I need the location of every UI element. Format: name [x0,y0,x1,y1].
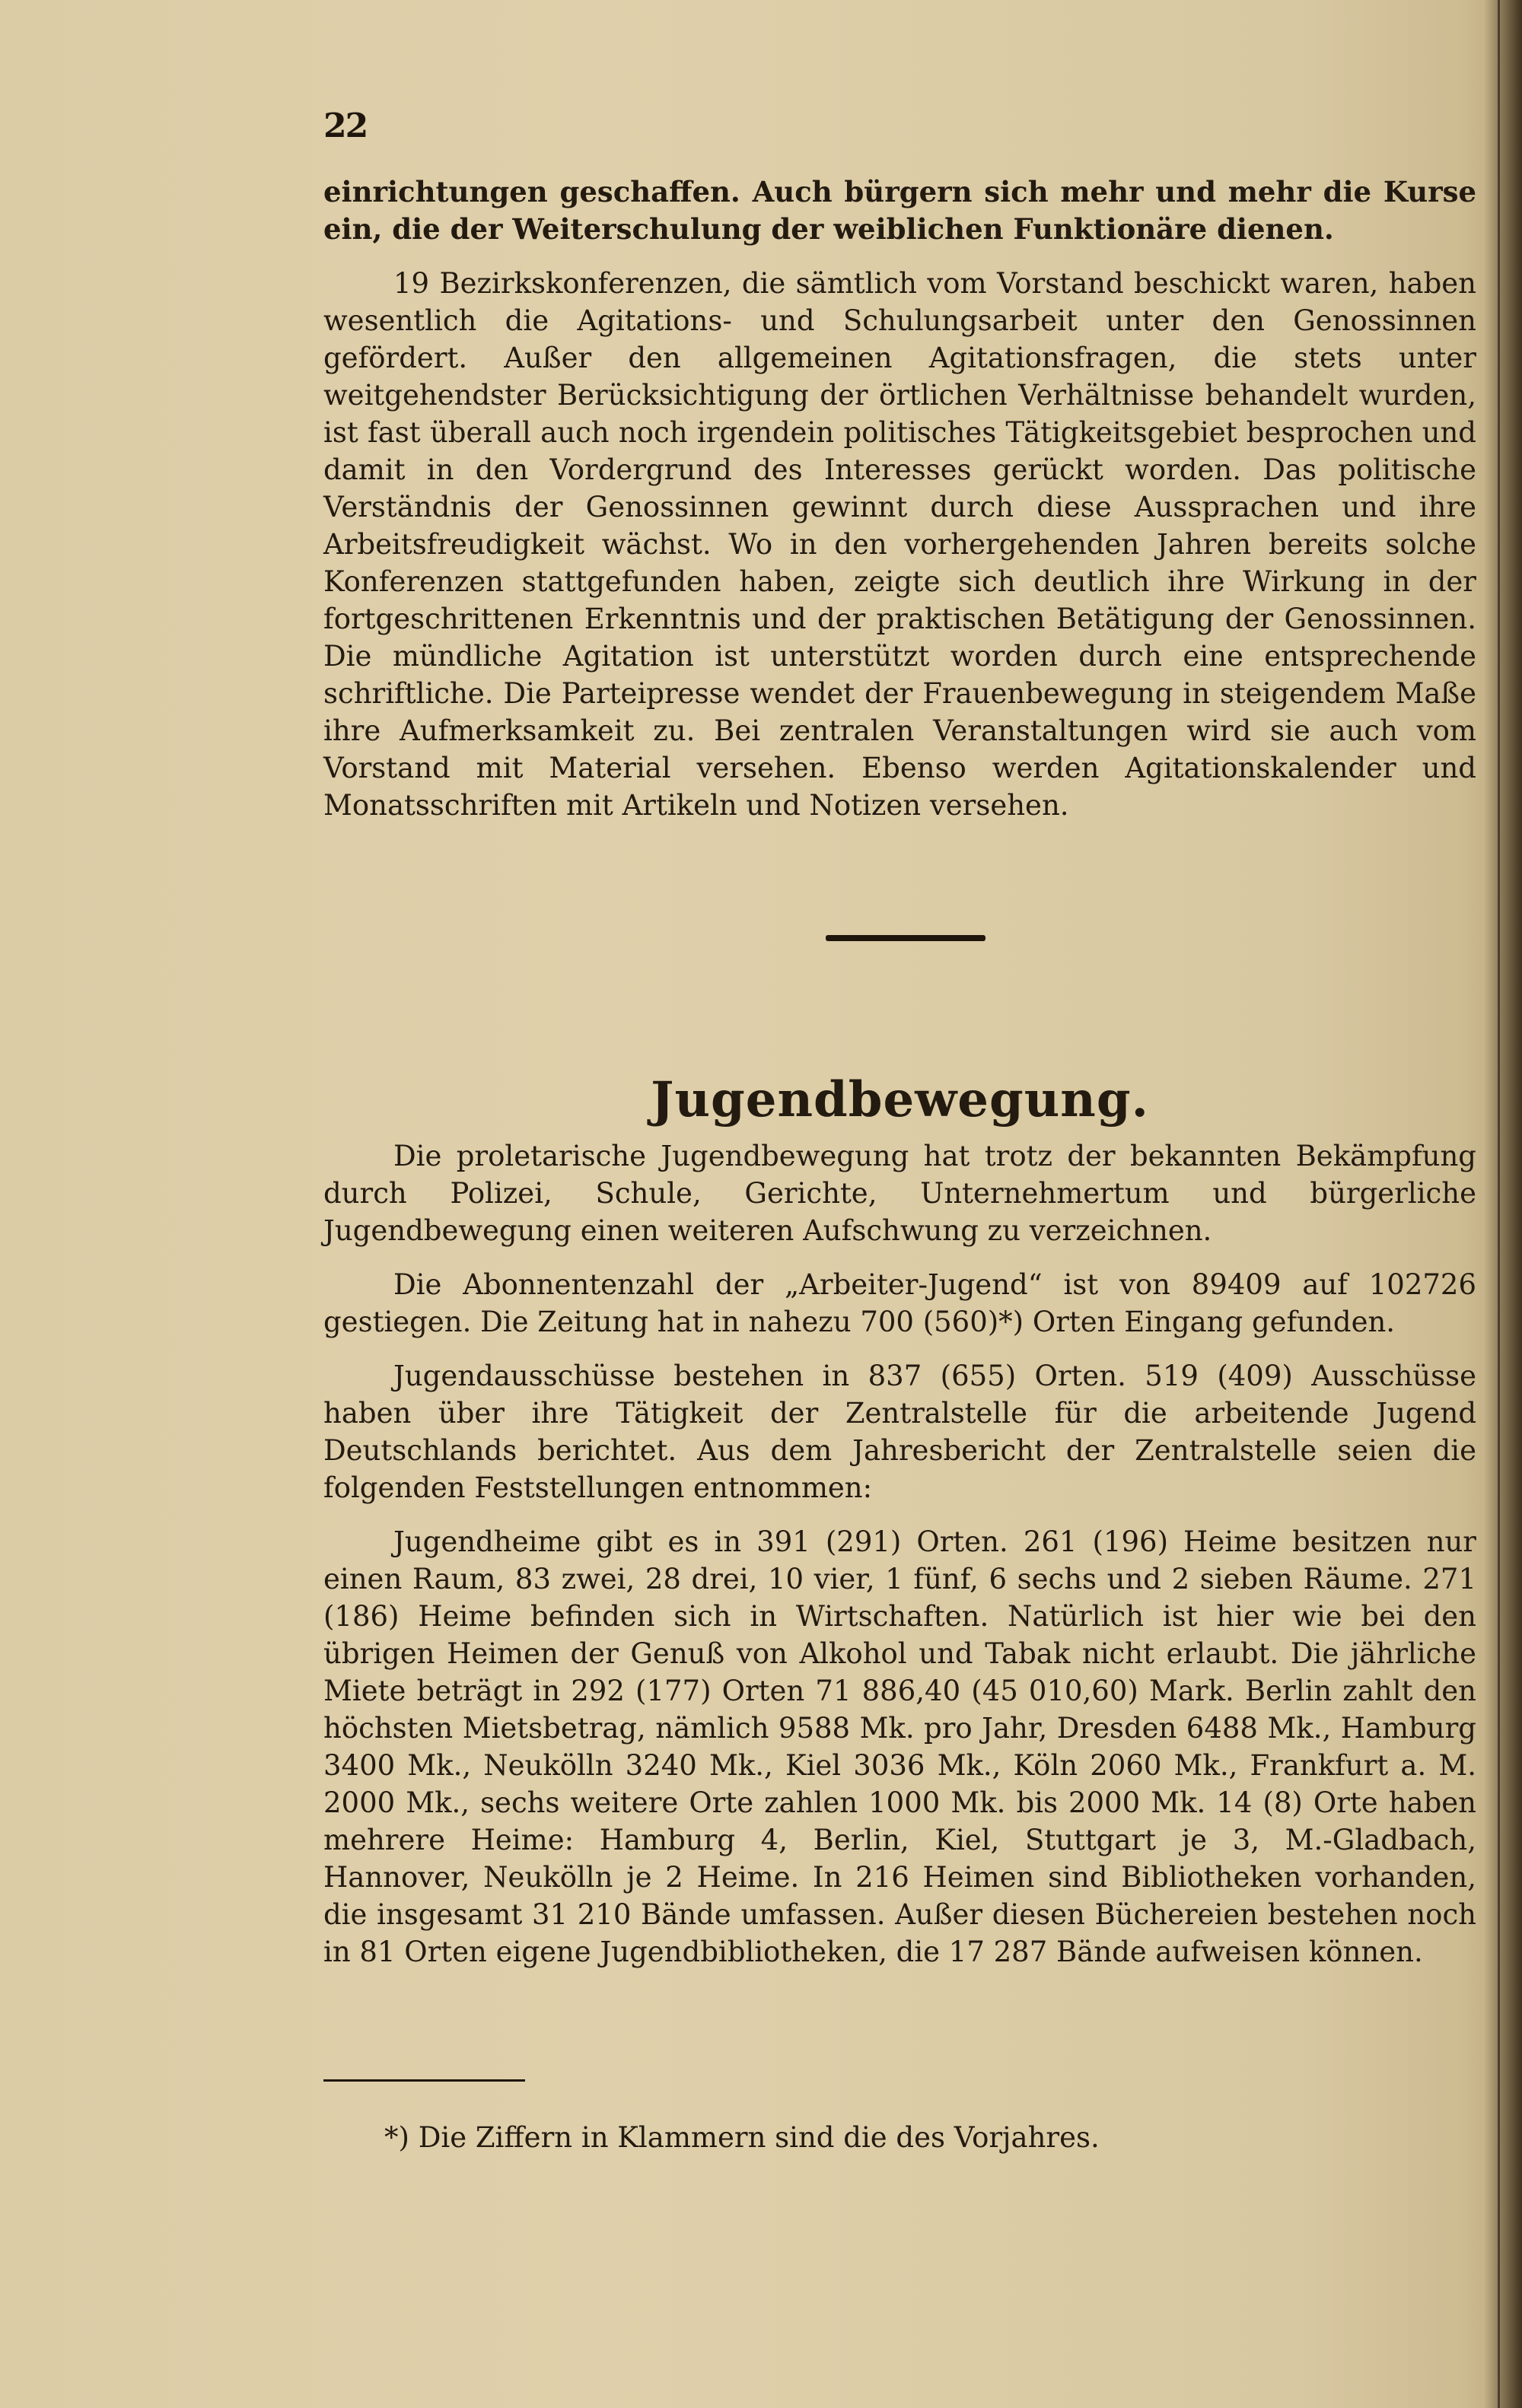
section-divider-rule [826,935,985,941]
paragraph-abonnentenzahl: Die Abonnentenzahl der „Arbeiter-Jugend“ ist von 89409 auf 102726 gestiegen. Die Zeitung hat in nahezu 700 (560)*) Orten Eingang gefunden. [323,1268,1476,1338]
paragraph-bezirkskonferenzen: 19 Bezirkskonferenzen, die sämtlich vom Vorstand beschickt waren, haben wesentlich die Agitations- und Schulungsarbeit unter den Genossinnen gefördert. Außer den allgemeinen Agitationsfragen, die stets unter weitgehendster Berücksichtigung der örtlichen Verhältnisse behandelt wurden, ist fast überall auch noch irgendein politisches Tätigkeitsgebiet besprochen und damit in den Vordergrund des Interesses gerückt worden. Das politische Verständnis der Genossinnen gewinnt durch diese Aussprachen und ihre Arbeitsfreudigkeit wächst. Wo in den vorhergehenden Jahren bereits solche Konferenzen stattgefunden haben, zeigte sich deutlich ihre Wirkung in der fortgeschrittenen Erkenntnis und der praktischen Betätigung der Genossinnen. Die mündliche Agitation ist unterstützt worden durch eine entsprechende schriftliche. Die Parteipresse wendet der Frauenbewegung in steigendem Maße ihre Aufmerksamkeit zu. Bei zentralen Veranstaltungen wird sie auch vom Vorstand mit Material versehen. Ebenso werden Agitationskalender und Monatsschriften mit Artikeln und Notizen versehen. [323,267,1476,822]
paragraph-continuation: einrichtungen geschaffen. Auch bürgern sich mehr und mehr die Kurse ein, die der Weiterschulung der weiblichen Funktionäre dienen. [323,175,1476,246]
book-spine-edge [1498,0,1500,2408]
paragraph-jugendausschuesse: Jugendausschüsse bestehen in 837 (655) Orten. 519 (409) Ausschüsse haben über ihre Tätigkeit der Zentralstelle für die arbeitende Jugend Deutschlands berichtet. Aus dem Jahresbericht der Zentralstelle seien die folgenden Feststellungen entnommen: [323,1360,1476,1504]
section-text-block [323,1137,1476,1987]
paragraph-jugendheime: Jugendheime gibt es in 391 (291) Orten. 261 (196) Heime besitzen nur einen Raum, 83 zwei, 28 drei, 10 vier, 1 fünf, 6 sechs und 2 sieben Räume. 271 (186) Heime befinden sich in Wirtschaften. Natürlich ist hier wie bei den übrigen Heimen der Genuß von Alkohol und Tabak nicht erlaubt. Die jährliche Miete beträgt in 292 (177) Orten 71 886,40 (45 010,60) Mark. Berlin zahlt den höchsten Mietsbetrag, nämlich 9588 Mk. pro Jahr, Dresden 6488 Mk., Hamburg 3400 Mk., Neukölln 3240 Mk., Kiel 3036 Mk., Köln 2060 Mk., Frankfurt a. M. 2000 Mk., sechs weitere Orte zahlen 1000 Mk. bis 2000 Mk. 14 (8) Orte haben mehrere Heime: Hamburg 4, Berlin, Kiel, Stuttgart je 3, M.-Gladbach, Hannover, Neukölln je 2 Heime. In 216 Heimen sind Bibliotheken vorhanden, die insgesamt 31 210 Bände umfassen. Außer diesen Büchereien bestehen noch in 81 Orten eigene Jugendbibliotheken, die 17 287 Bände aufweisen können. [323,1525,1476,1968]
section-heading: Jugendbewegung. [651,1071,1149,1128]
footnote-rule [323,2079,525,2082]
top-text-block [323,173,1476,841]
page-number: 22 [323,107,368,145]
footnote: *) Die Ziffern in Klammern sind die des Vorjahres. [384,2121,1100,2154]
book-spine-shadow [1484,0,1522,2408]
paragraph-intro: Die proletarische Jugendbewegung hat trotz der bekannten Bekämpfung durch Polizei, Schule, Gerichte, Unternehmertum und bürgerliche Jugendbewegung einen weiteren Aufschwung zu verzeichnen. [323,1140,1476,1247]
